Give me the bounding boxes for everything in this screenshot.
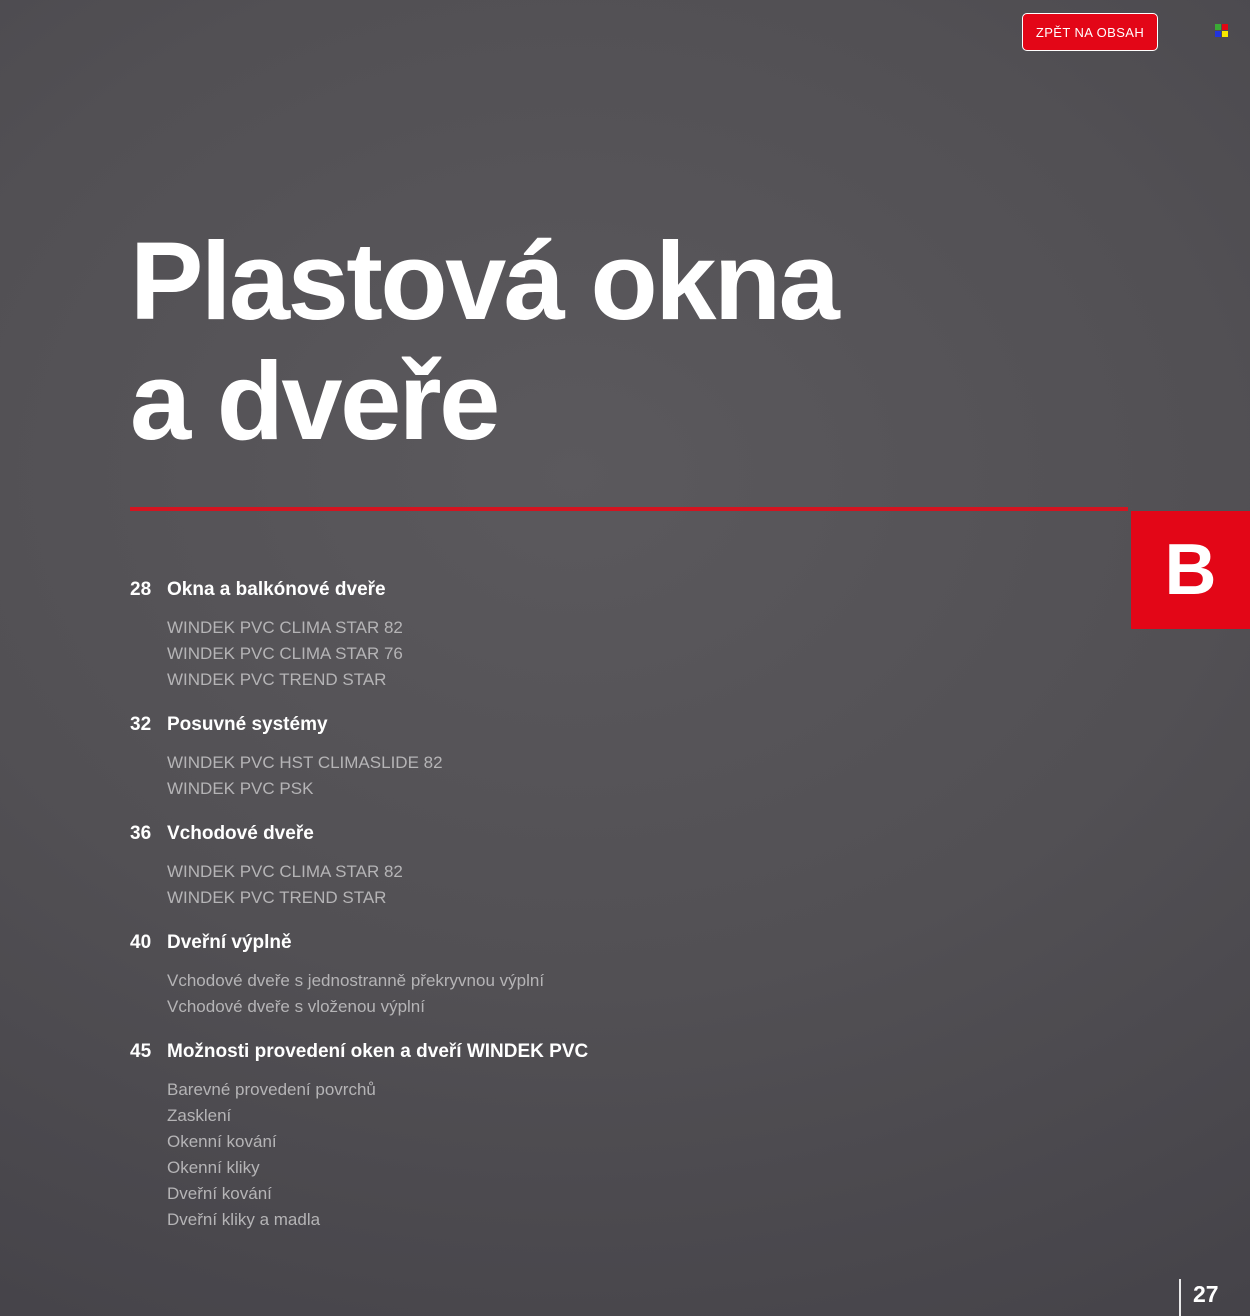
toc-item-list (167, 968, 890, 1020)
toc-item[interactable]: WINDEK PVC CLIMA STAR 82 (167, 862, 403, 881)
toc-item-list (167, 1077, 890, 1233)
toc-page-ref: 40 (130, 932, 152, 953)
chapter-letter: B (1164, 530, 1217, 610)
toc-section (130, 931, 890, 1020)
toc-item[interactable]: Vchodové dveře s jednostranně překryvnou výplní (167, 971, 545, 990)
toc-section-head (130, 1040, 890, 1064)
toc-page-ref: 45 (130, 1041, 152, 1062)
toc-section-title[interactable]: Možnosti provedení oken a dveří WINDEK PVC (167, 1041, 589, 1062)
footer-divider (1179, 1279, 1181, 1316)
page-title (130, 222, 837, 462)
logo-square-green-icon (1215, 24, 1221, 30)
brand-logo-icon (1215, 24, 1228, 37)
logo-square-blue-icon (1215, 31, 1221, 37)
toc-item-list (167, 615, 890, 693)
toc-page-ref: 36 (130, 823, 152, 844)
logo-square-red-icon (1222, 24, 1228, 30)
toc-section-head (130, 578, 890, 602)
toc-page-ref: 32 (130, 714, 152, 735)
toc-section-title[interactable]: Okna a balkónové dveře (167, 579, 386, 600)
toc-item[interactable]: Dveřní kliky a madla (167, 1210, 321, 1229)
toc-item[interactable]: WINDEK PVC CLIMA STAR 82 (167, 618, 403, 637)
toc-item[interactable]: WINDEK PVC TREND STAR (167, 888, 387, 907)
toc-item[interactable]: Vchodové dveře s vloženou výplní (167, 997, 425, 1016)
table-of-contents (130, 578, 890, 1253)
toc-item-list (167, 750, 890, 802)
toc-item[interactable]: Okenní kliky (167, 1158, 260, 1177)
toc-section-head (130, 713, 890, 737)
toc-page-ref: 28 (130, 579, 152, 600)
toc-item[interactable]: Okenní kování (167, 1132, 277, 1151)
toc-section (130, 578, 890, 693)
toc-section-head (130, 822, 890, 846)
logo-square-yellow-icon (1222, 31, 1228, 37)
toc-section (130, 822, 890, 911)
toc-section-title[interactable]: Vchodové dveře (167, 823, 314, 844)
toc-item[interactable]: WINDEK PVC HST CLIMASLIDE 82 (167, 753, 443, 772)
page-title-line1: Plastová okna (130, 220, 838, 343)
page-title-line2: a dveře (130, 340, 498, 463)
toc-section-title[interactable]: Dveřní výplně (167, 932, 292, 953)
chapter-letter-tab (1131, 511, 1250, 629)
toc-section-title[interactable]: Posuvné systémy (167, 714, 328, 735)
divider-line (130, 507, 1128, 511)
toc-item[interactable]: WINDEK PVC PSK (167, 779, 314, 798)
toc-section (130, 1040, 890, 1233)
toc-item[interactable]: Barevné provedení povrchů (167, 1080, 376, 1099)
toc-section-head (130, 931, 890, 955)
toc-item[interactable]: Zasklení (167, 1106, 232, 1125)
back-to-contents-button[interactable]: ZPĚT NA OBSAH (1022, 13, 1158, 51)
toc-item-list (167, 859, 890, 911)
toc-item[interactable]: WINDEK PVC CLIMA STAR 76 (167, 644, 403, 663)
page-number: 27 (1193, 1281, 1219, 1307)
toc-item[interactable]: WINDEK PVC TREND STAR (167, 670, 387, 689)
toc-section (130, 713, 890, 802)
toc-item[interactable]: Dveřní kování (167, 1184, 272, 1203)
